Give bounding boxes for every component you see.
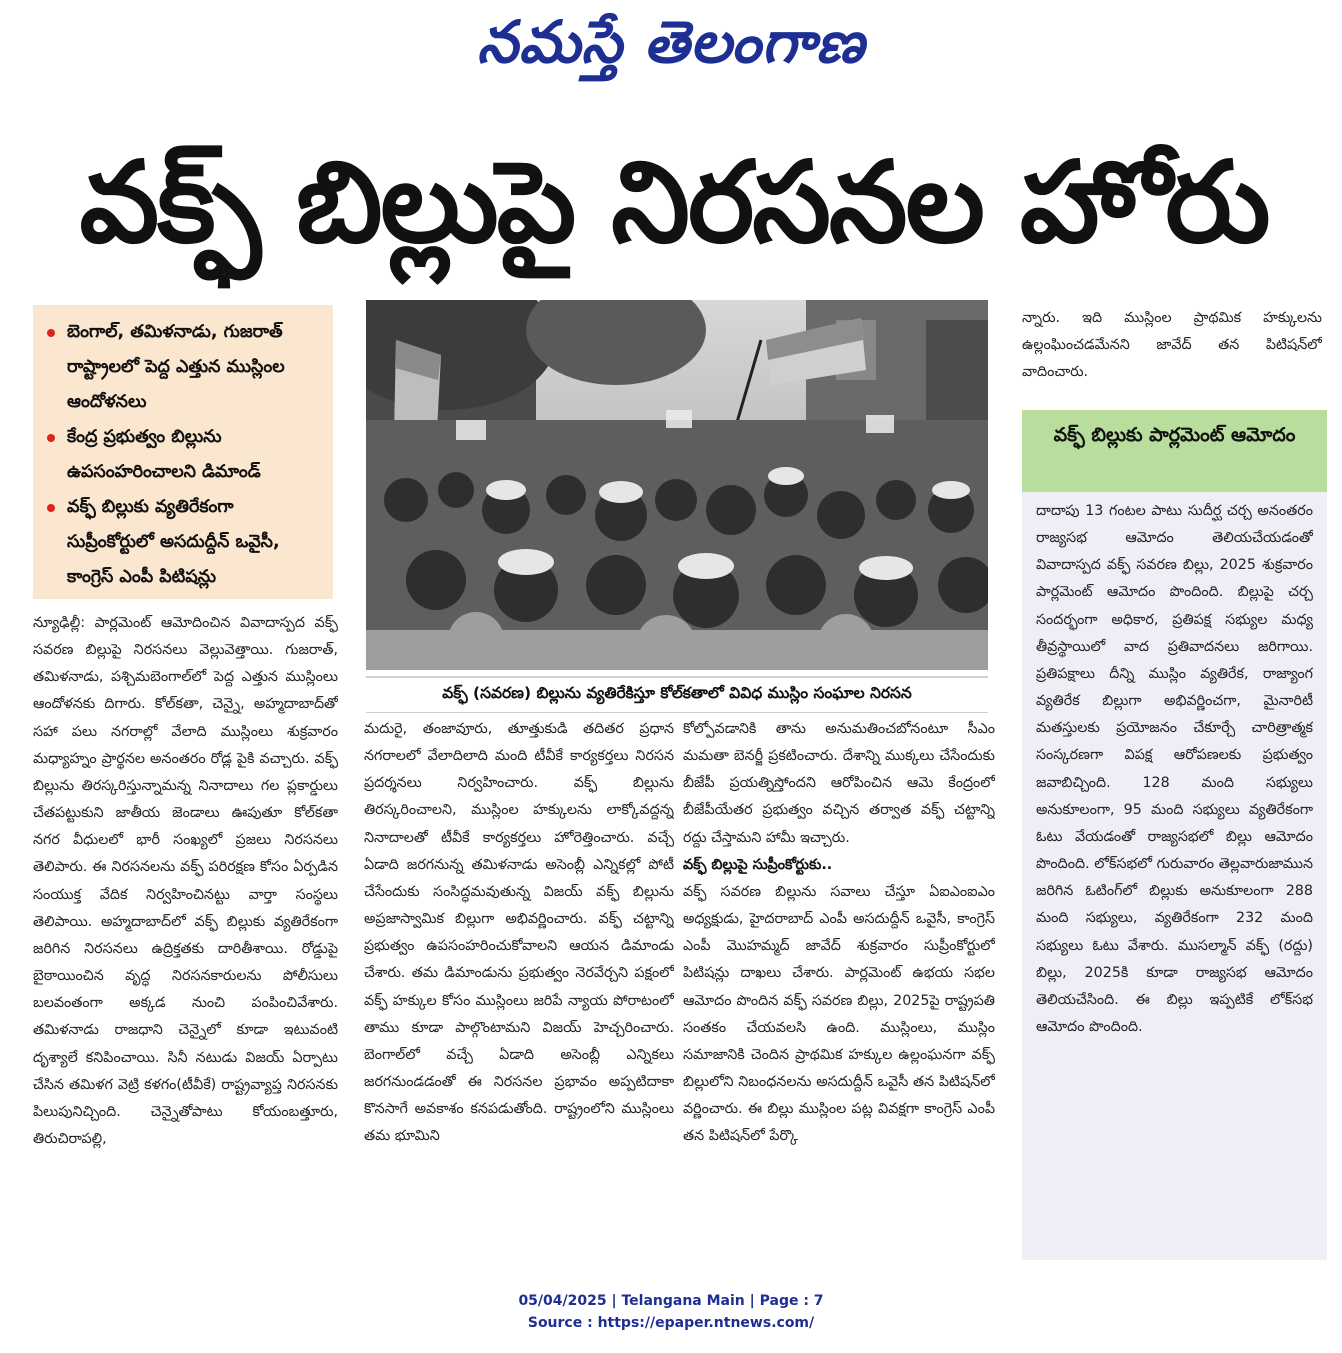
masthead-logo: నమస్తే తెలంగాణ xyxy=(477,8,865,76)
photo-caption: వక్ఫ్ (సవరణ) బిల్లును వ్యతిరేకిస్తూ కోల్‌కతాలో వివిధ ముస్లిం సంఘాల నిరసన xyxy=(366,676,988,713)
article-column-4: న్నారు. ఇది ముస్లింల ప్రాథమిక హక్కులను ఉల్లంఘించడమేనని జావేద్ తన పిటిషన్‌లో వాదించారు. xyxy=(1022,310,1322,381)
sidebar-box xyxy=(1022,410,1327,1260)
footer-date-line: 05/04/2025 | Telangana Main | Page : 7 xyxy=(518,1293,824,1309)
footer xyxy=(0,1290,1342,1334)
article-column-2: మదురై, తంజావూరు, తూత్తుకుడి తదితర ప్రధాన నగరాలలో వేలాదిలాది మంది టీవీకే కార్యకర్తలు నిరసన ప్రదర్శనలు నిర్వహించారు. వక్ఫ్ బిల్లును తిరస్కరించాలని, ముస్లింల హక్కులను లాక్కోవద్దన్న నినాదాలతో టీవీకే కార్యకర్తలు హోరెత్తించారు. వచ్చే ఏడాది జరగనున్న తమిళనాడు అసెంబ్లీ ఎన్నికల్లో పోటీ చేసేందుకు సంసిద్ధమవుతున్న విజయ్ వక్ఫ్ బిల్లును అప్రజాస్వామిక బిల్లుగా అభివర్ణించారు. వక్ఫ్ చట్టాన్ని ప్రభుత్వం ఉపసంహరించుకోవాలని ఆయన డిమాండు చేశారు. తమ డిమాండును ప్రభుత్వం నెరవేర్చని పక్షంలో వక్ఫ్ హక్కుల కోసం ముస్లింలు జరిపే న్యాయ పోరాటంలో తాము కూడా పాల్గొంటామని విజయ్ హెచ్చరించారు. బెంగాల్‌లో వచ్చే ఏడాది అసెంబ్లీ ఎన్నికలు జరగనుండడంతో ఈ నిరసనల ప్రభావం అప్పటిదాకా కొనసాగే అవకాశం కనపడుతోంది. రాష్ట్రంలోని ముస్లింలు తమ భూమిని xyxy=(364,721,674,1145)
red-dot-icon xyxy=(47,504,55,512)
highlight-item: కేంద్ర ప్రభుత్వం బిల్లును ఉపసంహరించాలని డిమాండ్ xyxy=(45,420,325,490)
article-column-3: కోల్పోవడానికి తాను అనుమతించబోనంటూ సీఎం మమతా బెనర్జీ ప్రకటించారు. దేశాన్ని ముక్కలు చేసేందుకు బీజేపీ ప్రయత్నిస్తోందని ఆరోపించిన ఆమె కేంద్రంలో బీజేపీయేతర ప్రభుత్వం వచ్చిన తర్వాత వక్ఫ్ చట్టాన్ని రద్దు చేస్తామని హామీ ఇచ్చారు. వక్ఫ్ బిల్లుపై సుప్రీంకోర్టుకు.. వక్ఫ్ సవరణ బిల్లును సవాలు చేస్తూ ఏఐఎంఐఎం అధ్యక్షుడు, హైదరాబాద్ ఎంపీ అసదుద్దీన్ ఒవైసీ, కాంగ్రెస్ ఎంపీ మొహమ్మద్ జావేద్ శుక్రవారం సుప్రీంకోర్టులో పిటిషన్లు దాఖలు చేశారు. పార్లమెంట్ ఉభయ సభల ఆమోదం పొందిన వక్ఫ్ సవరణ బిల్లు, 2025పై రాష్ట్రపతి సంతకం చేయవలసి ఉంది. ముస్లింలు, ముస్లిం సమాజానికి చెందిన ప్రాథమిక హక్కుల ఉల్లంఘనగా వక్ఫ్ బిల్లులోని నిబంధనలను అసదుద్దీన్ ఒవైసీ తన పిటిషన్‌లో వర్ణించారు. ఈ బిల్లు ముస్లింల పట్ల వివక్షగా కాంగ్రెస్ ఎంపీ తన పిటిషన్‌లో పేర్కొ xyxy=(683,721,995,1145)
crowd-protest-photo xyxy=(366,300,988,670)
highlight-item: వక్ఫ్ బిల్లుకు వ్యతిరేకంగా సుప్రీంకోర్టులో అసదుద్దీన్ ఒవైసీ, కాంగ్రెస్ ఎంపీ పిటిషన్లు xyxy=(45,490,325,595)
article-column-1: న్యూఢిల్లీ: పార్లమెంట్ ఆమోదించిన వివాదాస్పద వక్ఫ్ సవరణ బిల్లుపై నిరసనలు వెల్లువెత్తాయి. గుజరాత్, తమిళనాడు, పశ్చిమబెంగాల్‌లో పెద్ద ఎత్తున ముస్లింలు ఆందోళనకు దిగారు. కోల్‌కతా, చెన్నై, అహ్మదాబాద్‌తో సహా పలు నగరాల్లో వేలాది ముస్లింలు శుక్రవారం మధ్యాహ్నం ప్రార్థనల అనంతరం రోడ్ల పైకి వచ్చారు. వక్ఫ్ బిల్లును తిరస్కరిస్తున్నామన్న నినాదాలు గల ప్లకార్డులు చేతపట్టుకుని జాతీయ జెండాలు ఊపుతూ కోల్‌కతా నగర వీధులలో భారీ సంఖ్యలో ప్రజలు నిరసనలు తెలిపారు. ఈ నిరసనలను వక్ఫ్ పరిరక్షణ కోసం ఏర్పడిన సంయుక్త వేదిక నిర్వహించినట్టు వార్తా సంస్థలు తెలిపాయి. అహ్మదాబాద్‌లో వక్ఫ్ బిల్లుకు వ్యతిరేకంగా జరిగిన నిరసనలు ఉద్రిక్తతకు దారితీశాయి. రోడ్డుపై బైఠాయించిన వృద్ధ నిరసనకారులను పోలీసులు బలవంతంగా అక్కడ నుంచి పంపించివేశారు. తమిళనాడు రాజధాని చెన్నైలో కూడా ఇటువంటి దృశ్యాలే కనిపించాయి. సినీ నటుడు విజయ్ ఏర్పాటు చేసిన తమిళగ వెట్రి కళగం(టీవీకే) రాష్ట్రవ్యాప్త నిరసనకు పిలుపునిచ్చింది. చెన్నైతోపాటు కోయంబత్తూరు, తిరుచిరాపల్లి, xyxy=(33,615,338,1147)
sidebar-body: దాదాపు 13 గంటల పాటు సుదీర్ఘ చర్చ అనంతరం రాజ్యసభ ఆమోదం తెలియచేయడంతో వివాదాస్పద వక్ఫ్ సవరణ బిల్లు, 2025 శుక్రవారం పార్లమెంట్ ఆమోదం పొందింది. బిల్లుపై చర్చ సందర్భంగా అధికార, ప్రతిపక్ష సభ్యుల మధ్య తీవ్రస్థాయిలో వాద ప్రతివాదనలు జరిగాయి. ప్రతిపక్షాలు దీన్ని ముస్లిం వ్యతిరేక, రాజ్యాంగ వ్యతిరేక బిల్లుగా అభివర్ణించగా, మైనారిటీ మతస్తులకు ప్రయోజనం చేకూర్చే చారిత్రాత్మక సంస్కరణగా విపక్ష ఆరోపణలకు ప్రభుత్వం జవాబిచ్చింది. 128 మంది సభ్యులు అనుకూలంగా, 95 మంది సభ్యులు వ్యతిరేకంగా ఓటు వేయడంతో రాజ్యసభలో బిల్లు ఆమోదం పొందింది. లోక్‌సభలో గురువారం తెల్లవారుజామున జరిగిన ఓటింగ్‌లో బిల్లుకు అనుకూలంగా 288 మంది సభ్యులు, వ్యతిరేకంగా 232 మంది సభ్యులు ఓటు వేశారు. ముసల్మాన్ వక్ఫ్ (రద్దు) బిల్లు, 2025కి కూడా రాజ్యసభ ఆమోదం తెలియచేసింది. ఈ బిల్లు ఇప్పటికే లోక్‌సభ ఆమోదం పొందింది. xyxy=(1036,503,1313,1035)
masthead xyxy=(0,0,1342,84)
sidebar-title: వక్ఫ్ బిల్లుకు పార్లమెంట్ ఆమోదం xyxy=(1022,410,1327,492)
highlights-box xyxy=(33,305,333,599)
red-dot-icon xyxy=(47,434,55,442)
protest-photo xyxy=(366,300,988,670)
red-dot-icon xyxy=(47,329,55,337)
highlight-item: బెంగాల్, తమిళనాడు, గుజరాత్ రాష్ట్రాలలో పెద్ద ఎత్తున ముస్లింల ఆందోళనలు xyxy=(45,315,325,420)
headline: వక్ఫ్ బిల్లుపై నిరసనల హోరు xyxy=(79,138,1269,268)
subheading: వక్ఫ్ బిల్లుపై సుప్రీంకోర్టుకు.. xyxy=(683,856,833,873)
footer-source-link[interactable]: Source : https://epaper.ntnews.com/ xyxy=(527,1315,815,1331)
